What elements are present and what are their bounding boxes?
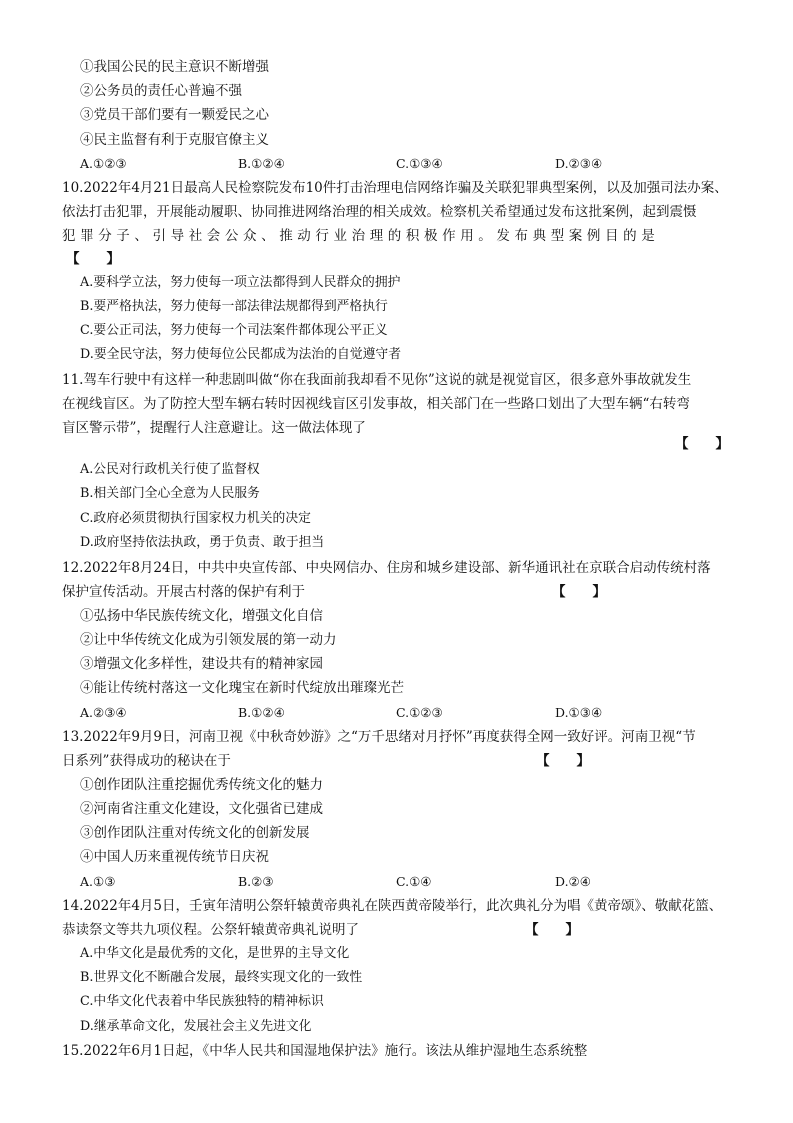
q10-option-d: D.要全民守法，努力使每位公民都成为法治的自觉遵守者 [80,347,401,362]
q13-answer-bracket: 【 】 [536,753,590,769]
q9-option-c: C.①③④ [396,156,443,171]
q13-statement-3: ③创作团队注重对传统文化的创新发展 [80,825,310,841]
q14-stem-line-1: 14.2022年4月5日，壬寅年清明公祭轩辕黄帝典礼在陕西黄帝陵举行，此次典礼分为唱《黄帝颂》、敬献花篮、 [62,898,723,914]
q13-statement-4: ④中国人历来重视传统节日庆祝 [80,849,269,865]
q14-stem-line-2: 恭读祭文等共九项仪程。公祭轩辕黄帝典礼说明了 [62,922,359,938]
q10-answer-bracket: 【 】 [66,251,120,267]
q9-statement-2: ②公务员的责任心普遍不强 [80,83,242,99]
q9-statement-1: ①我国公民的民主意识不断增强 [80,59,269,75]
q14-option-a: A.中华文化是最优秀的文化，是世界的主导文化 [80,946,350,961]
q12-stem-line-2: 保护宣传活动。开展古村落的保护有利于 [62,584,305,600]
q14-option-c: C.中华文化代表着中华民族独特的精神标识 [80,994,324,1009]
q9-option-b: B.①②④ [238,156,285,171]
q10-option-a: A.要科学立法，努力使每一项立法都得到人民群众的拥护 [80,275,401,290]
q11-option-d: D.政府坚持依法执政，勇于负责、敢于担当 [80,535,325,550]
q12-option-d: D.①③④ [555,705,603,720]
q12-option-b: B.①②④ [238,705,285,720]
q11-option-c: C.政府必须贯彻执行国家权力机关的决定 [80,511,311,526]
q11-answer-bracket: 【 】 [675,436,729,452]
q11-option-b: B.相关部门全心全意为人民服务 [80,486,260,501]
q12-statement-4: ④能让传统村落这一文化瑰宝在新时代绽放出璀璨光芒 [80,680,404,696]
q13-statement-2: ②河南省注重文化建设，文化强省已建成 [80,801,323,817]
q10-option-c: C.要公正司法，努力使每一个司法案件都体现公平正义 [80,323,388,338]
q14-answer-bracket: 【 】 [525,922,579,938]
q9-option-d: D.②③④ [555,156,603,171]
q12-statement-3: ③增强文化多样性，建设共有的精神家园 [80,656,323,672]
q11-option-a: A.公民对行政机关行使了监督权 [80,462,260,477]
q10-stem-line-1: 10.2022年4月21日最高人民检察院发布10件打击治理电信网络诈骗及关联犯罪典型案例，以及加强司法办案、 [62,180,728,196]
q13-stem-line-1: 13.2022年9月9日，河南卫视《中秋奇妙游》之“万千思绪对月抒怀”再度获得全网一致好评。河南卫视“节 [62,729,696,745]
q12-option-c: C.①②③ [396,705,443,720]
q12-statement-2: ②让中华传统文化成为引领发展的第一动力 [80,632,337,648]
q14-option-b: B.世界文化不断融合发展，最终实现文化的一致性 [80,970,363,985]
q10-stem-line-3: 犯罪分子、引导社会公众、推动行业治理的积极作用。发布典型案例目的是 [62,228,660,244]
q9-option-a: A.①②③ [80,156,127,171]
q13-option-c: C.①④ [396,874,432,889]
q11-stem-line-2: 在视线盲区。为了防控大型车辆右转时因视线盲区引发事故，相关部门在一些路口划出了大型车辆“右转弯 [62,396,690,412]
q10-stem-line-2: 依法打击犯罪，开展能动履职、协同推进网络治理的相关成效。检察机关希望通过发布这批案例，起到震慑 [62,204,697,220]
q12-stem-line-1: 12.2022年8月24日，中共中央宣传部、中央网信办、住房和城乡建设部、新华通讯社在京联合启动传统村落 [62,560,711,576]
q9-statement-4: ④民主监督有利于克服官僚主义 [80,132,269,148]
q9-statement-3: ③党员干部们要有一颗爱民之心 [80,107,269,123]
q14-option-d: D.继承革命文化，发展社会主义先进文化 [80,1019,312,1034]
q12-option-a: A.②③④ [80,705,127,720]
q13-stem-line-2: 日系列”获得成功的秘诀在于 [62,753,231,769]
q12-statement-1: ①弘扬中华民族传统文化，增强文化自信 [80,608,323,624]
q12-answer-bracket: 【 】 [552,584,606,600]
q15-stem-line-1: 15.2022年6月1日起，《中华人民共和国湿地保护法》施行。该法从维护湿地生态系统整 [62,1043,588,1059]
q13-option-d: D.②④ [555,874,591,889]
q11-stem-line-3: 盲区警示带”，提醒行人注意避让。这一做法体现了 [62,420,366,436]
q13-option-a: A.①③ [80,874,116,889]
q10-option-b: B.要严格执法，努力使每一部法律法规都得到严格执行 [80,299,388,314]
q11-stem-line-1: 11.驾车行驶中有这样一种悲剧叫做“你在我面前我却看不见你”这说的就是视觉盲区，很多意外事故就发生 [62,372,692,388]
q13-option-b: B.②③ [238,874,274,889]
q13-statement-1: ①创作团队注重挖掘优秀传统文化的魅力 [80,777,323,793]
